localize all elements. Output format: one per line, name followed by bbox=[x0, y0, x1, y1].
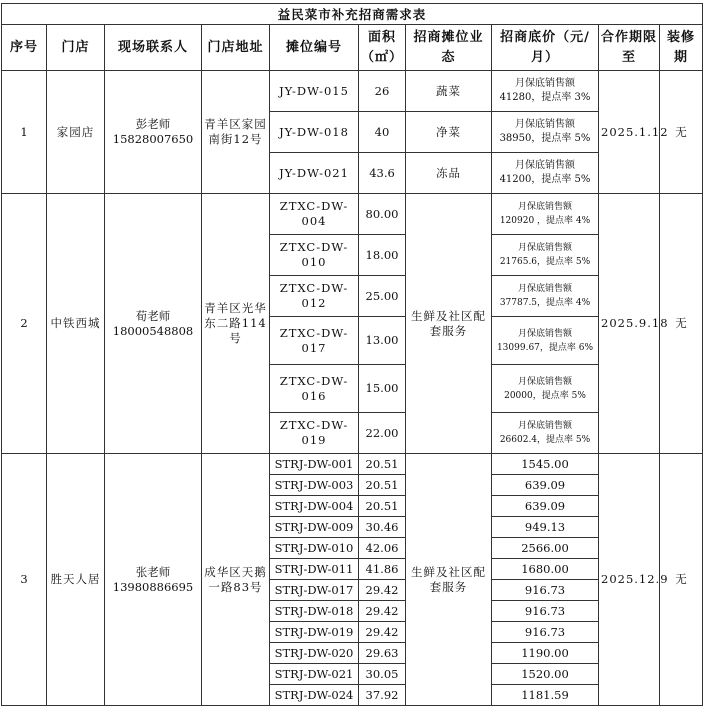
price-line2: 41200，提点率 5% bbox=[499, 174, 591, 185]
seq-cell: 3 bbox=[2, 454, 47, 706]
booth-cell: STRJ-DW-009 bbox=[270, 517, 359, 538]
price-line1: 月保底销售额 bbox=[515, 119, 575, 130]
area-cell: 20.51 bbox=[359, 475, 406, 496]
area-cell: 43.6 bbox=[359, 153, 406, 194]
address-cell: 成华区天鹅一路83号 bbox=[202, 454, 270, 706]
price-cell: 949.13 bbox=[492, 517, 599, 538]
table-row bbox=[2, 71, 703, 112]
price-line2: 41280，提点率 3% bbox=[499, 92, 591, 103]
area-cell: 42.06 bbox=[359, 538, 406, 559]
header-area: 面积（㎡） bbox=[359, 25, 406, 71]
price-line1: 月保底销售额 bbox=[517, 376, 572, 387]
price-line1: 月保底销售额 bbox=[517, 202, 572, 212]
price-line2: 20000，提点率 5% bbox=[504, 390, 586, 401]
price-cell: 1680.00 bbox=[492, 559, 599, 580]
term-cell: 2025.9.18 bbox=[599, 194, 660, 454]
price-line2: 26602.4，提点率 5% bbox=[499, 435, 591, 445]
header-row bbox=[2, 25, 703, 71]
header-store: 门店 bbox=[47, 25, 105, 71]
price-line2: 38950，提点率 5% bbox=[499, 133, 591, 144]
price-line2: 21765.6，提点率 5% bbox=[499, 257, 591, 267]
price-line1: 月保底销售额 bbox=[515, 160, 575, 171]
booth-cell: STRJ-DW-010 bbox=[270, 538, 359, 559]
address-cell: 青羊区光华东二路114号 bbox=[202, 194, 270, 454]
price-cell: 1545.00 bbox=[492, 454, 599, 475]
header-type: 招商摊位业态 bbox=[406, 25, 492, 71]
seq-cell: 2 bbox=[2, 194, 47, 454]
area-cell: 20.51 bbox=[359, 496, 406, 517]
price-cell bbox=[492, 365, 599, 413]
area-cell: 26 bbox=[359, 71, 406, 112]
booth-cell: STRJ-DW-001 bbox=[270, 454, 359, 475]
contact-phone: 18000548808 bbox=[112, 323, 194, 338]
area-cell: 22.00 bbox=[359, 413, 406, 454]
area-cell: 29.42 bbox=[359, 601, 406, 622]
price-cell bbox=[492, 71, 599, 112]
price-cell: 1190.00 bbox=[492, 643, 599, 664]
price-cell: 1520.00 bbox=[492, 664, 599, 685]
booth-cell: ZTXC-DW-010 bbox=[270, 235, 359, 276]
term-cell: 2025.1.12 bbox=[599, 71, 660, 194]
header-address: 门店地址 bbox=[202, 25, 270, 71]
area-cell: 80.00 bbox=[359, 194, 406, 235]
price-cell bbox=[492, 317, 599, 365]
area-cell: 37.92 bbox=[359, 685, 406, 706]
booth-cell: ZTXC-DW-019 bbox=[270, 413, 359, 454]
booth-cell: STRJ-DW-019 bbox=[270, 622, 359, 643]
recruitment-table bbox=[1, 3, 703, 706]
booth-cell: JY-DW-015 bbox=[270, 71, 359, 112]
price-cell: 1181.59 bbox=[492, 685, 599, 706]
price-line1: 月保底销售额 bbox=[517, 284, 572, 294]
type-cell: 生鲜及社区配套服务 bbox=[406, 194, 492, 454]
price-cell: 639.09 bbox=[492, 475, 599, 496]
booth-cell: JY-DW-018 bbox=[270, 112, 359, 153]
booth-cell: STRJ-DW-017 bbox=[270, 580, 359, 601]
price-cell: 639.09 bbox=[492, 496, 599, 517]
area-cell: 29.42 bbox=[359, 580, 406, 601]
price-line1: 月保底销售额 bbox=[515, 78, 575, 89]
store-cell: 胜天人居 bbox=[47, 454, 105, 706]
booth-cell: STRJ-DW-021 bbox=[270, 664, 359, 685]
contact-name: 彭老师 bbox=[135, 117, 171, 131]
address-cell: 青羊区家园南街12号 bbox=[202, 71, 270, 194]
price-cell: 916.73 bbox=[492, 580, 599, 601]
area-cell: 15.00 bbox=[359, 365, 406, 413]
booth-cell: STRJ-DW-003 bbox=[270, 475, 359, 496]
contact-phone: 13980886695 bbox=[112, 579, 194, 594]
contact-phone: 15828007650 bbox=[112, 132, 194, 146]
contact-cell bbox=[105, 71, 202, 194]
booth-cell: JY-DW-021 bbox=[270, 153, 359, 194]
booth-cell: ZTXC-DW-012 bbox=[270, 276, 359, 317]
price-line2: 37787.5，提点率 4% bbox=[499, 298, 591, 308]
type-cell: 生鲜及社区配套服务 bbox=[406, 454, 492, 706]
area-cell: 30.46 bbox=[359, 517, 406, 538]
price-cell bbox=[492, 194, 599, 235]
store-cell: 中铁西城 bbox=[47, 194, 105, 454]
decor-cell: 无 bbox=[660, 194, 703, 454]
contact-name: 荀老师 bbox=[135, 308, 171, 323]
price-cell bbox=[492, 276, 599, 317]
area-cell: 13.00 bbox=[359, 317, 406, 365]
booth-cell: STRJ-DW-024 bbox=[270, 685, 359, 706]
area-cell: 18.00 bbox=[359, 235, 406, 276]
area-cell: 29.42 bbox=[359, 622, 406, 643]
price-cell: 916.73 bbox=[492, 622, 599, 643]
price-line1: 月保底销售额 bbox=[517, 421, 572, 431]
header-price: 招商底价（元/月） bbox=[492, 25, 599, 71]
header-decor: 装修期 bbox=[660, 25, 703, 71]
price-line2: 120920 ，提点率 4% bbox=[499, 216, 591, 226]
booth-cell: STRJ-DW-004 bbox=[270, 496, 359, 517]
area-cell: 29.63 bbox=[359, 643, 406, 664]
booth-cell: ZTXC-DW-017 bbox=[270, 317, 359, 365]
booth-cell: STRJ-DW-020 bbox=[270, 643, 359, 664]
table-title: 益民菜市补充招商需求表 bbox=[2, 4, 703, 25]
booth-cell: STRJ-DW-018 bbox=[270, 601, 359, 622]
price-cell bbox=[492, 235, 599, 276]
decor-cell: 无 bbox=[660, 71, 703, 194]
header-contact: 现场联系人 bbox=[105, 25, 202, 71]
contact-cell bbox=[105, 454, 202, 706]
contact-name: 张老师 bbox=[135, 564, 171, 579]
price-line2: 13099.67，提点率 6% bbox=[496, 342, 594, 353]
type-cell: 蔬菜 bbox=[406, 71, 492, 112]
area-cell: 20.51 bbox=[359, 454, 406, 475]
area-cell: 25.00 bbox=[359, 276, 406, 317]
booth-cell: STRJ-DW-011 bbox=[270, 559, 359, 580]
price-cell bbox=[492, 112, 599, 153]
header-booth: 摊位编号 bbox=[270, 25, 359, 71]
price-cell: 2566.00 bbox=[492, 538, 599, 559]
table-row bbox=[2, 194, 703, 235]
contact-cell bbox=[105, 194, 202, 454]
type-cell: 冻品 bbox=[406, 153, 492, 194]
area-cell: 40 bbox=[359, 112, 406, 153]
header-seq: 序号 bbox=[2, 25, 47, 71]
booth-cell: ZTXC-DW-016 bbox=[270, 365, 359, 413]
booth-cell: ZTXC-DW-004 bbox=[270, 194, 359, 235]
decor-cell: 无 bbox=[660, 454, 703, 706]
price-line1: 月保底销售额 bbox=[517, 328, 572, 339]
term-cell: 2025.12.9 bbox=[599, 454, 660, 706]
price-line1: 月保底销售额 bbox=[517, 243, 572, 253]
price-cell: 916.73 bbox=[492, 601, 599, 622]
table-row bbox=[2, 454, 703, 475]
area-cell: 41.86 bbox=[359, 559, 406, 580]
price-cell bbox=[492, 153, 599, 194]
area-cell: 30.05 bbox=[359, 664, 406, 685]
seq-cell: 1 bbox=[2, 71, 47, 194]
header-term: 合作期限至 bbox=[599, 25, 660, 71]
price-cell bbox=[492, 413, 599, 454]
type-cell: 净菜 bbox=[406, 112, 492, 153]
store-cell: 家园店 bbox=[47, 71, 105, 194]
